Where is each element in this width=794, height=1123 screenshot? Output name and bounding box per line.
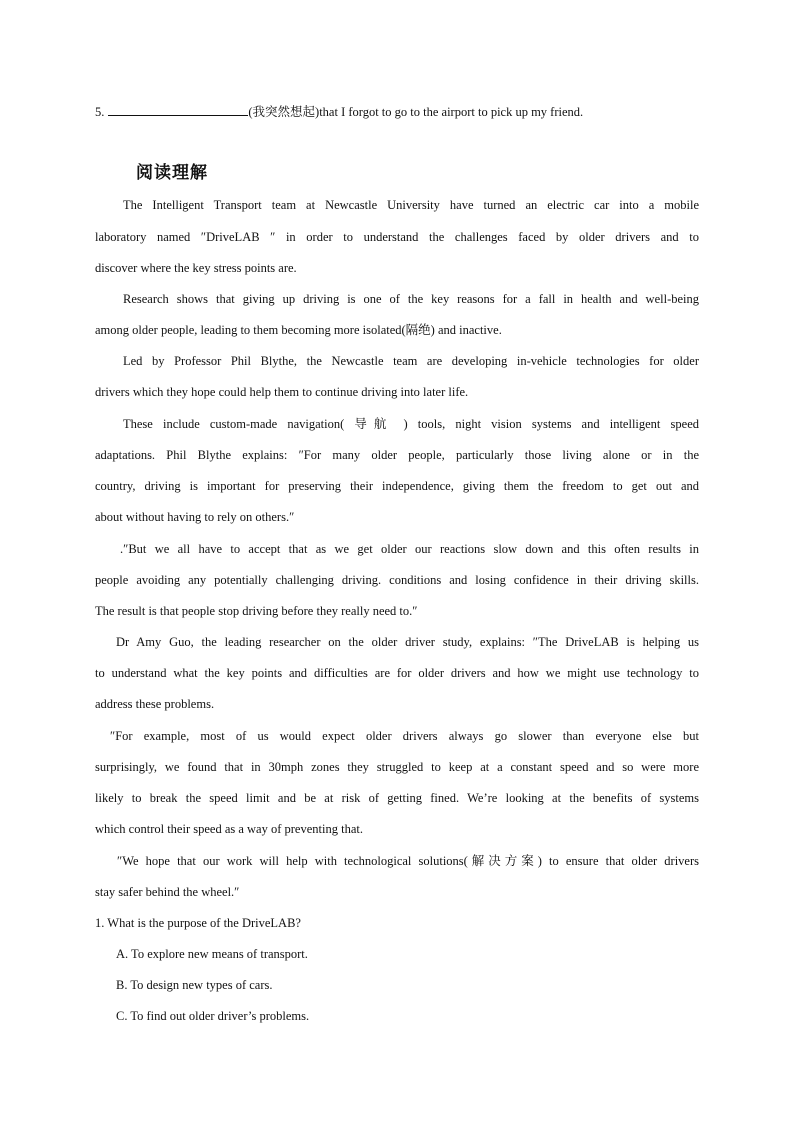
passage-line: The Intelligent Transport team at Newcastle University have turned an electric car into a mobile (123, 198, 699, 212)
passage-line: to understand what the key points and difficulties are for older drivers and how we might use technology to (95, 666, 699, 680)
question-stem: 1. What is the purpose of the DriveLAB? (95, 916, 301, 930)
option-b[interactable]: B. To design new types of cars. (116, 978, 273, 992)
passage-line: Dr Amy Guo, the leading researcher on the older driver study, explains: ″The DriveLAB is helping us (116, 635, 699, 649)
passage-line: discover where the key stress points are. (95, 261, 297, 275)
option-c[interactable]: C. To find out older driver’s problems. (116, 1009, 310, 1023)
passage-line: laboratory named ″DriveLAB ″ in order to understand the challenges faced by older drivers and to (95, 230, 699, 244)
question-number: 5. (95, 105, 105, 119)
passage-line: address these problems. (95, 697, 215, 711)
passage-line: stay safer behind the wheel.″ (95, 885, 240, 899)
passage-line: These include custom-made navigation( 导航 ) tools, night vision systems and intelligent speed (123, 417, 699, 431)
chinese-hint: (我突然想起) (248, 105, 320, 119)
passage-line: Research shows that giving up driving is one of the key reasons for a fall in health and well-being (123, 292, 699, 306)
passage-line: people avoiding any potentially challenging driving. conditions and losing confidence in their driving skills. (95, 573, 699, 587)
answer-blank[interactable] (108, 104, 248, 116)
passage-line: ″For example, most of us would expect older drivers always go slower than everyone else but (110, 729, 699, 743)
fill-in-question (95, 104, 699, 120)
passage-line: .″But we all have to accept that as we get older our reactions slow down and this often results in (120, 542, 699, 556)
passage-line: Led by Professor Phil Blythe, the Newcastle team are developing in-vehicle technologies for older (123, 354, 699, 368)
sentence-rest: that I forgot to go to the airport to pick up my friend. (319, 105, 584, 119)
passage-line: surprisingly, we found that in 30mph zones they struggled to keep at a constant speed and so were more (95, 760, 699, 774)
passage-line: likely to break the speed limit and be at risk of getting fined. We’re looking at the benefits of systems (95, 791, 699, 805)
passage-line: which control their speed as a way of preventing that. (95, 822, 363, 836)
section-title: 阅读理解 (136, 163, 208, 183)
passage-line: country, driving is important for preserving their independence, giving them the freedom to get out and (95, 479, 699, 493)
passage-line: among older people, leading to them becoming more isolated(隔绝) and inactive. (95, 323, 502, 337)
passage-line: drivers which they hope could help them to continue driving into later life. (95, 385, 469, 399)
passage-line: adaptations. Phil Blythe explains: ″For many older people, particularly those living alone or in the (95, 448, 699, 462)
passage-line: ″We hope that our work will help with technological solutions(解决方案) to ensure that older drivers (117, 854, 699, 868)
passage-line: about without having to rely on others.″ (95, 510, 295, 524)
passage-line: The result is that people stop driving before they really need to.″ (95, 604, 418, 618)
option-a[interactable]: A. To explore new means of transport. (116, 947, 308, 961)
